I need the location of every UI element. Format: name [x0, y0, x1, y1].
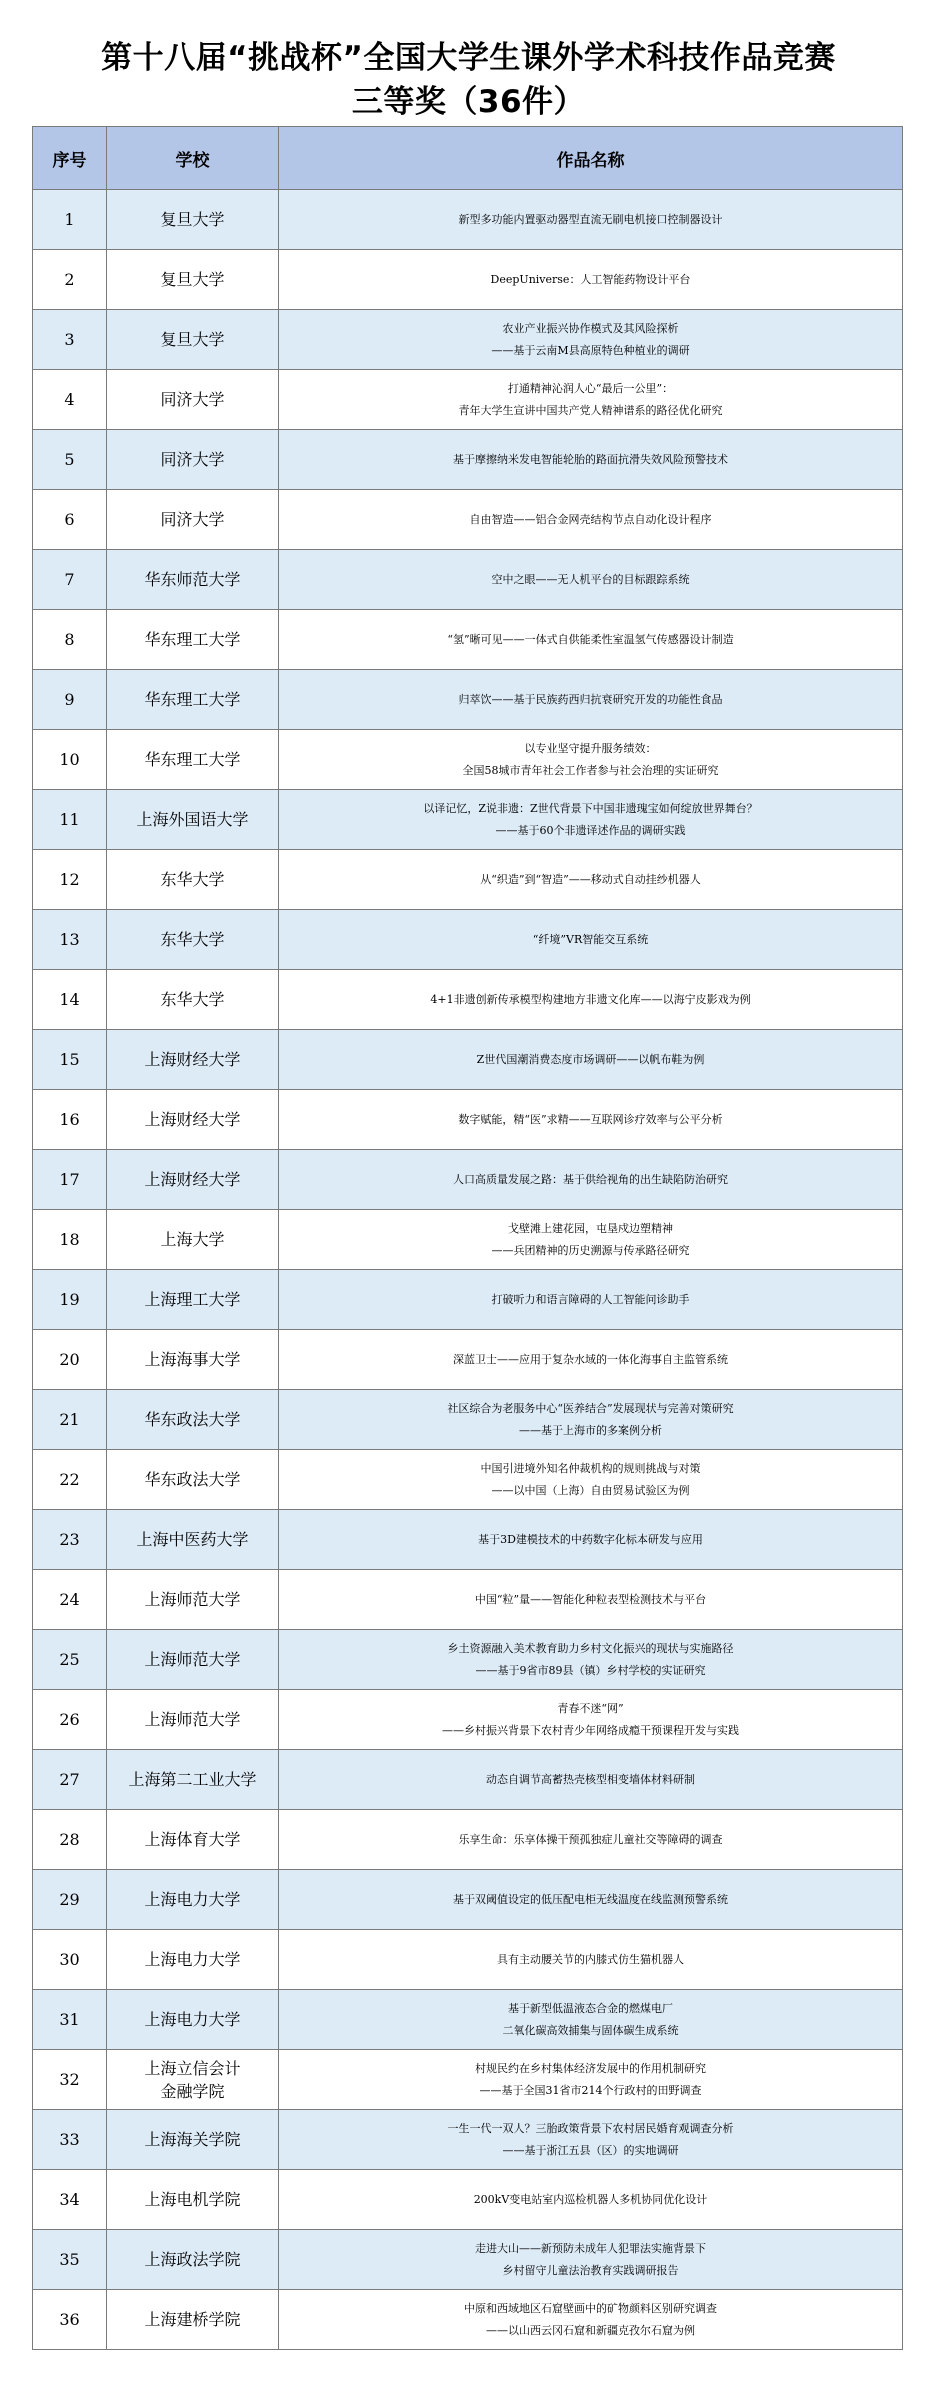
work-title-line: 青年大学生宣讲中国共产党人精神谱系的路径优化研究 — [458, 403, 723, 417]
school-name: 上海中医药大学 — [136, 1530, 249, 1549]
work-title-line: ——以中国（上海）自由贸易试验区为例 — [491, 1483, 690, 1497]
school-cell — [107, 610, 279, 670]
work-title-line: 中国“粒”量——智能化种粒表型检测技术与平台 — [474, 1592, 707, 1606]
row-number: 5 — [33, 430, 107, 490]
work-title-line: 从“织造”到“智造”——移动式自动挂纱机器人 — [480, 872, 701, 886]
school-name: 上海海事大学 — [144, 1350, 241, 1369]
work-title-line: 深蓝卫士——应用于复杂水域的一体化海事自主监管系统 — [453, 1352, 728, 1366]
school-name: 上海电力大学 — [144, 1890, 241, 1909]
work-cell — [279, 370, 903, 430]
school-name: 上海海关学院 — [144, 2130, 241, 2149]
school-name: 上海财经大学 — [144, 1050, 241, 1069]
table-row — [33, 2110, 903, 2170]
awards-table — [32, 126, 903, 2350]
work-cell — [279, 970, 903, 1030]
school-name: 金融学院 — [160, 2081, 225, 2101]
work-title-line: 乡土资源融入美术教育助力乡村文化振兴的现状与实施路径 — [447, 1641, 734, 1655]
work-cell — [279, 1630, 903, 1690]
table-row — [33, 1330, 903, 1390]
work-cell — [279, 1330, 903, 1390]
table-row — [33, 1450, 903, 1510]
row-number: 34 — [33, 2170, 107, 2230]
work-title-line: ——基于浙江五县（区）的实地调研 — [502, 2143, 679, 2157]
row-number: 1 — [33, 190, 107, 250]
work-title-line: 全国58城市青年社会工作者参与社会治理的实证研究 — [462, 763, 719, 777]
work-cell — [279, 1990, 903, 2050]
work-title-line: 200kV变电站室内巡检机器人多机协同优化设计 — [473, 2192, 708, 2206]
table-row — [33, 250, 903, 310]
school-name: 同济大学 — [160, 510, 225, 529]
school-name: 东华大学 — [160, 870, 225, 889]
row-number: 26 — [33, 1690, 107, 1750]
work-cell — [279, 670, 903, 730]
school-name: 上海政法学院 — [144, 2250, 241, 2269]
school-name: 华东理工大学 — [144, 630, 241, 649]
work-cell — [279, 1090, 903, 1150]
work-cell — [279, 1750, 903, 1810]
work-title-line: 基于新型低温液态合金的燃煤电厂 — [508, 2001, 673, 2015]
school-cell — [107, 1210, 279, 1270]
school-name: 上海师范大学 — [144, 1710, 241, 1729]
school-cell — [107, 2230, 279, 2290]
school-name: 上海外国语大学 — [136, 810, 249, 829]
table-row — [33, 2050, 903, 2110]
work-title-line: 动态自调节高蓄热壳核型相变墙体材料研制 — [486, 1772, 695, 1786]
school-cell — [107, 1810, 279, 1870]
school-name: 上海师范大学 — [144, 1650, 241, 1669]
work-title-line: 具有主动腰关节的内膝式仿生猫机器人 — [497, 1952, 684, 1966]
row-number: 25 — [33, 1630, 107, 1690]
work-title-line: 基于摩擦纳米发电智能轮胎的路面抗滑失效风险预警技术 — [453, 452, 728, 466]
work-cell — [279, 1390, 903, 1450]
work-title-line: ——乡村振兴背景下农村青少年网络成瘾干预课程开发与实践 — [442, 1723, 739, 1737]
work-title-line: 走进大山——新预防未成年人犯罪法实施背景下 — [475, 2241, 706, 2255]
school-cell — [107, 430, 279, 490]
work-cell — [279, 310, 903, 370]
table-row — [33, 2230, 903, 2290]
row-number: 32 — [33, 2050, 107, 2110]
table-row — [33, 190, 903, 250]
work-title-line: 农业产业振兴协作模式及其风险探析 — [502, 321, 679, 335]
row-number: 14 — [33, 970, 107, 1030]
school-cell — [107, 1150, 279, 1210]
row-number: 17 — [33, 1150, 107, 1210]
table-row — [33, 670, 903, 730]
row-number: 4 — [33, 370, 107, 430]
school-name: 复旦大学 — [160, 210, 225, 229]
table-row — [33, 1210, 903, 1270]
school-name: 上海电机学院 — [144, 2190, 241, 2209]
school-cell — [107, 250, 279, 310]
school-cell — [107, 1090, 279, 1150]
table-row — [33, 1270, 903, 1330]
work-cell — [279, 1510, 903, 1570]
school-cell — [107, 1630, 279, 1690]
work-title-line: 自由智造——铝合金网壳结构节点自动化设计程序 — [469, 512, 712, 526]
work-title-line: 戈壁滩上建花园，屯垦戍边塑精神 — [508, 1221, 673, 1235]
work-title-line: ——基于上海市的多案例分析 — [519, 1423, 662, 1437]
school-cell — [107, 1990, 279, 2050]
header-no: 序号 — [33, 127, 107, 190]
school-name: 上海大学 — [160, 1230, 225, 1249]
row-number: 33 — [33, 2110, 107, 2170]
work-title-line: 数字赋能，精“医”求精——互联网诊疗效率与公平分析 — [458, 1112, 723, 1126]
work-cell — [279, 490, 903, 550]
row-number: 29 — [33, 1870, 107, 1930]
school-cell — [107, 2170, 279, 2230]
header-school: 学校 — [107, 127, 279, 190]
school-cell — [107, 550, 279, 610]
school-name: 上海理工大学 — [144, 1290, 241, 1309]
table-row — [33, 1570, 903, 1630]
school-name: 上海师范大学 — [144, 1590, 241, 1609]
table-row — [33, 1030, 903, 1090]
table-row — [33, 730, 903, 790]
row-number: 12 — [33, 850, 107, 910]
work-title-line: 4+1非遗创新传承模型构建地方非遗文化库——以海宁皮影戏为例 — [430, 992, 751, 1006]
work-title-line: “氢”晰可见——一体式自供能柔性室温氢气传感器设计制造 — [447, 632, 734, 646]
work-title-line: 人口高质量发展之路：基于供给视角的出生缺陷防治研究 — [453, 1172, 728, 1186]
school-name: 华东理工大学 — [144, 750, 241, 769]
table-row — [33, 1810, 903, 1870]
school-cell — [107, 2050, 279, 2110]
row-number: 23 — [33, 1510, 107, 1570]
table-row — [33, 1150, 903, 1210]
row-number: 27 — [33, 1750, 107, 1810]
work-cell — [279, 610, 903, 670]
row-number: 10 — [33, 730, 107, 790]
row-number: 31 — [33, 1990, 107, 2050]
school-cell — [107, 970, 279, 1030]
school-name: 复旦大学 — [160, 330, 225, 349]
work-cell — [279, 250, 903, 310]
work-cell — [279, 910, 903, 970]
work-title-line: 青春不迷“网” — [557, 1701, 624, 1715]
row-number: 6 — [33, 490, 107, 550]
work-cell — [279, 1150, 903, 1210]
row-number: 7 — [33, 550, 107, 610]
school-name: 东华大学 — [160, 990, 225, 1009]
table-row — [33, 1930, 903, 1990]
table-row — [33, 1750, 903, 1810]
school-cell — [107, 490, 279, 550]
work-cell — [279, 790, 903, 850]
row-number: 35 — [33, 2230, 107, 2290]
table-row — [33, 310, 903, 370]
school-cell — [107, 670, 279, 730]
work-title-line: 乐享生命：乐享体操干预孤独症儿童社交等障碍的调查 — [458, 1832, 723, 1846]
work-cell — [279, 550, 903, 610]
work-title-line: 打通精神沁润人心“最后一公里”： — [507, 381, 674, 395]
school-name: 上海建桥学院 — [144, 2310, 241, 2329]
work-title-line: 空中之眼——无人机平台的目标跟踪系统 — [491, 572, 690, 586]
school-name: 上海第二工业大学 — [128, 1770, 257, 1789]
work-title-line: 乡村留守儿童法治教育实践调研报告 — [502, 2263, 679, 2277]
row-number: 3 — [33, 310, 107, 370]
school-name: 上海立信会计 — [144, 2058, 241, 2078]
work-title-line: 村规民约在乡村集体经济发展中的作用机制研究 — [475, 2061, 706, 2075]
school-cell — [107, 850, 279, 910]
table-row — [33, 850, 903, 910]
header-work: 作品名称 — [279, 127, 903, 190]
table-row — [33, 970, 903, 1030]
row-number: 28 — [33, 1810, 107, 1870]
school-cell — [107, 1030, 279, 1090]
work-title-line: 基于3D建模技术的中药数字化标本研发与应用 — [478, 1532, 703, 1546]
work-title-line: ——基于9省市89县（镇）乡村学校的实证研究 — [475, 1663, 706, 1677]
school-cell — [107, 370, 279, 430]
work-cell — [279, 2110, 903, 2170]
row-number: 22 — [33, 1450, 107, 1510]
row-number: 19 — [33, 1270, 107, 1330]
table-row — [33, 610, 903, 670]
work-title-line: ——基于云南M县高原特色种植业的调研 — [491, 343, 690, 357]
page-title: 第十八届“挑战杯”全国大学生课外学术科技作品竞赛 — [101, 40, 836, 76]
school-name: 华东政法大学 — [144, 1470, 241, 1489]
table-row — [33, 490, 903, 550]
work-cell — [279, 730, 903, 790]
school-cell — [107, 910, 279, 970]
work-title-line: 中原和西域地区石窟壁画中的矿物颜料区别研究调查 — [464, 2301, 717, 2315]
school-name: 同济大学 — [160, 390, 225, 409]
school-name: 复旦大学 — [160, 270, 225, 289]
school-cell — [107, 1570, 279, 1630]
school-name: 上海电力大学 — [144, 1950, 241, 1969]
school-name: 上海财经大学 — [144, 1170, 241, 1189]
work-cell — [279, 2290, 903, 2350]
table-row — [33, 910, 903, 970]
work-title-line: 归萃饮——基于民族药西归抗衰研究开发的功能性食品 — [458, 692, 723, 706]
school-cell — [107, 1930, 279, 1990]
work-cell — [279, 1210, 903, 1270]
work-cell — [279, 1870, 903, 1930]
work-cell — [279, 1270, 903, 1330]
table-row — [33, 550, 903, 610]
school-cell — [107, 2110, 279, 2170]
school-cell — [107, 2290, 279, 2350]
work-title-line: ——基于60个非遗译述作品的调研实践 — [495, 823, 686, 837]
table-row — [33, 790, 903, 850]
work-cell — [279, 2170, 903, 2230]
work-title-line: 以译记忆，Z说非遗：Z世代背景下中国非遗瑰宝如何绽放世界舞台？ — [423, 801, 758, 815]
work-title-line: 一生一代一双人？三胎政策背景下农村居民婚育观调查分析 — [447, 2121, 734, 2135]
work-cell — [279, 1930, 903, 1990]
work-title-line: Z世代国潮消费态度市场调研——以帆布鞋为例 — [476, 1052, 705, 1066]
table-row — [33, 1090, 903, 1150]
work-title-line: 基于双阈值设定的低压配电柜无线温度在线监测预警系统 — [453, 1892, 728, 1906]
table-row — [33, 2170, 903, 2230]
table-row — [33, 1510, 903, 1570]
row-number: 30 — [33, 1930, 107, 1990]
row-number: 36 — [33, 2290, 107, 2350]
table-row — [33, 1630, 903, 1690]
row-number: 16 — [33, 1090, 107, 1150]
table-row — [33, 1870, 903, 1930]
school-cell — [107, 790, 279, 850]
row-number: 13 — [33, 910, 107, 970]
work-cell — [279, 1030, 903, 1090]
school-cell — [107, 1690, 279, 1750]
work-title-line: 二氧化碳高效捕集与固体碳生成系统 — [502, 2023, 679, 2037]
page-subtitle: 三等奖（36件） — [351, 84, 586, 120]
work-title-line: 中国引进境外知名仲裁机构的规则挑战与对策 — [480, 1461, 701, 1475]
work-cell — [279, 1570, 903, 1630]
work-cell — [279, 1810, 903, 1870]
school-cell — [107, 730, 279, 790]
school-cell — [107, 1510, 279, 1570]
school-name: 华东理工大学 — [144, 690, 241, 709]
work-cell — [279, 2230, 903, 2290]
row-number: 2 — [33, 250, 107, 310]
row-number: 8 — [33, 610, 107, 670]
school-cell — [107, 1870, 279, 1930]
work-title-line: 打破听力和语言障碍的人工智能问诊助手 — [491, 1292, 690, 1306]
work-cell — [279, 430, 903, 490]
table-row — [33, 430, 903, 490]
school-name: 华东师范大学 — [144, 570, 241, 589]
table-header-row — [33, 127, 903, 190]
work-title-line: 以专业坚守提升服务绩效： — [524, 741, 657, 755]
work-title-line: “纤境”VR智能交互系统 — [532, 932, 649, 946]
work-title-line: 新型多功能内置驱动器型直流无刷电机接口控制器设计 — [458, 212, 723, 226]
row-number: 18 — [33, 1210, 107, 1270]
row-number: 21 — [33, 1390, 107, 1450]
school-name: 华东政法大学 — [144, 1410, 241, 1429]
row-number: 15 — [33, 1030, 107, 1090]
title-block — [0, 0, 937, 124]
school-cell — [107, 190, 279, 250]
work-title-line: DeepUniverse：人工智能药物设计平台 — [490, 272, 691, 286]
table-row — [33, 370, 903, 430]
row-number: 20 — [33, 1330, 107, 1390]
row-number: 24 — [33, 1570, 107, 1630]
school-name: 上海体育大学 — [144, 1830, 241, 1849]
table-row — [33, 2290, 903, 2350]
school-name: 东华大学 — [160, 930, 225, 949]
work-title-line: ——兵团精神的历史溯源与传承路径研究 — [491, 1243, 690, 1257]
school-name: 同济大学 — [160, 450, 225, 469]
work-title-line: ——以山西云冈石窟和新疆克孜尔石窟为例 — [486, 2323, 695, 2337]
table-row — [33, 1990, 903, 2050]
table-row — [33, 1390, 903, 1450]
school-name: 上海财经大学 — [144, 1110, 241, 1129]
table-body — [33, 190, 903, 2350]
school-cell — [107, 1450, 279, 1510]
row-number: 9 — [33, 670, 107, 730]
school-name: 上海电力大学 — [144, 2010, 241, 2029]
school-cell — [107, 1330, 279, 1390]
school-cell — [107, 1270, 279, 1330]
table-row — [33, 1690, 903, 1750]
school-cell — [107, 1750, 279, 1810]
school-cell — [107, 1390, 279, 1450]
row-number: 11 — [33, 790, 107, 850]
work-cell — [279, 190, 903, 250]
school-cell — [107, 310, 279, 370]
work-cell — [279, 850, 903, 910]
work-cell — [279, 1450, 903, 1510]
work-cell — [279, 1690, 903, 1750]
work-title-line: 社区综合为老服务中心“医养结合”发展现状与完善对策研究 — [447, 1401, 734, 1415]
work-cell — [279, 2050, 903, 2110]
work-title-line: ——基于全国31省市214个行政村的田野调查 — [479, 2083, 702, 2097]
